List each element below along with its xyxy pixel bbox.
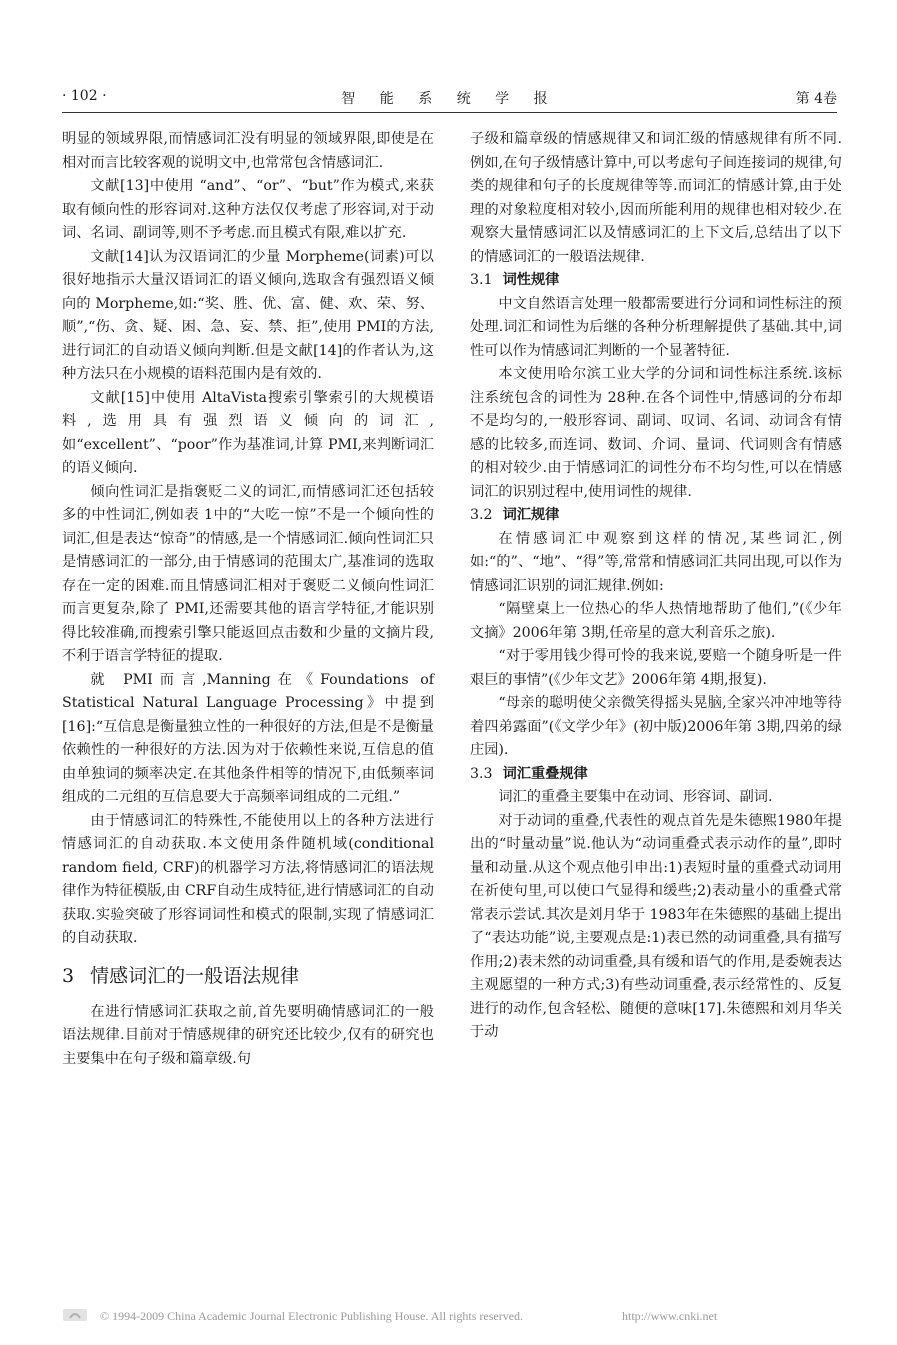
section-title: 情感词汇的一般语法规律 — [90, 964, 300, 987]
paragraph: 在进行情感词汇获取之前,首先要明确情感词汇的一般语法规律.目前对于情感规律的研究还比较少,仅有的研究也主要集中在句子级和篇章级.句 — [62, 1003, 434, 1067]
running-header — [62, 88, 837, 110]
cnki-logo-icon — [62, 1307, 88, 1323]
section-number: 3 — [62, 964, 75, 987]
paragraph: 中文自然语言处理一般都需要进行分词和词性标注的预处理.词汇和词性为后继的各种分析理解提供了基础.其中,词性可以作为情感词汇判断的一个显著特征. — [470, 295, 842, 359]
paragraph: 对于动词的重叠,代表性的观点首先是朱德熙1980年提出的“时量动量”说.他认为“动词重叠式表示动作的量”,即时量和动量.从这个观点他引申出:1)表短时量的重叠式动词用在祈使句里,可以使口气显得和缓些;2)表动量小的重叠式常常表示尝试.其次是刘月华于 1983年在朱德熙的基础上提出了“表达功能”说,主要观点是:1)表已然的动词重叠,具有描写作用;2)表未然的动词重叠,具有缓和语气的作用,是委婉表达主观愿望的一种方式;3)有些动词重叠,表示经常性的、反复进行的动作,包含轻松、随便的意味[17].朱德熙和刘月华关于动 — [470, 812, 842, 1040]
copyright-notice: © 1994-2009 China Academic Journal Electronic Publishing House. All rights reserved. — [100, 1309, 524, 1323]
paragraph: 文献[13]中使用 “and”、“or”、“but”作为模式,来获取有倾向性的形容词对.这种方法仅仅考虑了形容词,对于动词、名词、副词等,则不予考虑.而且模式有限,难以扩充. — [62, 178, 434, 241]
subsection-title: 词性规律 — [502, 272, 560, 288]
subsection-title: 词汇重叠规律 — [502, 765, 588, 782]
paragraph: 文献[14]认为汉语词汇的少量 Morpheme(词素)可以很好地指示大量汉语词汇的语义倾向,选取含有强烈语义倾向的 Morpheme,如:“奖、胜、优、富、健、欢、荣、努、顺”,“伤、贪、疑、困、急、妄、禁、拒”,使用 PMI的方法,进行词汇的自动语义倾向判断.但是文献[14]的作者认为,这种方法只在小规模的语料范围内是有效的. — [62, 248, 434, 382]
header-rule — [62, 112, 837, 113]
paragraph: 本文使用哈尔滨工业大学的分词和词性标注系统.该标注系统包含的词性为 28种.在各个词性中,情感词的分布却不是均匀的,一般形容词、副词、叹词、名词、动词含有情感的比较多,而连词、数词、介词、量词、代词则含有情感的相对较少.由于情感词汇的词性分布不均匀性,可以在情感词汇的识别过程中,使用词性的规律. — [470, 366, 842, 500]
journal-title: 智 能 系 统 学 报 — [341, 91, 558, 107]
paragraph: 在情感词汇中观察到这样的情况,某些词汇,例如:“的”、“地”、“得”等,常常和情感词汇共同出现,可以作为情感词汇识别的词汇规律.例如: — [470, 530, 842, 594]
subsection-title: 词汇规律 — [502, 507, 560, 523]
page-footer — [62, 1307, 837, 1327]
quotation: “母亲的聪明使父亲微笑得摇头晃脑,全家兴冲冲地等待着四弟露面”(《文学少年》(初中版)2006年第 3期,四弟的绿庄园). — [470, 695, 842, 758]
paragraph: 子级和篇章级的情感规律又和词汇级的情感规律有所不同.例如,在句子级情感计算中,可以考虑句子间连接词的规律,句类的规律和句子的长度规律等等.而词汇的情感计算,由于处理的对象粒度相对较小,因而所能利用的规律也相对较少.在观察大量情感词汇以及情感词汇的上下文后,总结出了以下的情感词汇的一般语法规律. — [470, 131, 842, 265]
quotation: “对于零用钱少得可怜的我来说,要赔一个随身听是一件艰巨的事情”(《少年文艺》2006年第 4期,报复). — [470, 648, 842, 688]
left-column — [62, 128, 434, 1071]
subsection-heading — [470, 763, 842, 787]
paragraph: 文献[15]中使用 AltaVista搜索引擎索引的大规模语料,选用具有强烈语义倾向的词汇,如“excellent”、“poor”作为基准词,计算 PMI,来判断词汇的语义倾向. — [62, 389, 434, 476]
subsection-number: 3.1 — [470, 272, 493, 288]
paragraph: 倾向性词汇是指褒贬二义的词汇,而情感词汇还包括较多的中性词汇,例如表 1中的“大吃一惊”不是一个倾向性的词汇,但是表达“惊奇”的情感,是一个情感词汇.倾向性词汇只是情感词汇的一部分,由于情感词的范围太广,基准词的选取存在一定的困难.而且情感词汇相对于褒贬二义倾向性词汇而言更复杂,除了 PMI,还需要其他的语言学特征,才能识别得比较准确,而搜索引擎只能返回点击数和少量的文摘片段,不利于语言学特征的提取. — [62, 483, 434, 664]
subsection-heading — [470, 504, 842, 528]
subsection-heading — [470, 269, 842, 293]
paragraph: 词汇的重叠主要集中在动词、形容词、副词. — [498, 789, 773, 805]
subsection-number: 3.3 — [470, 765, 493, 782]
volume-label: 第 4卷 — [795, 91, 837, 107]
paragraph: 由于情感词汇的特殊性,不能使用以上的各种方法进行情感词汇的自动获取.本文使用条件随机域(conditional random field, CRF)的机器学习方法,将情感词汇的语法规律作为特征模版,由 CRF自动生成特征,进行情感词汇的自动获取.实验突破了形容词词性和模式的限制,实现了情感词汇的自动获取. — [62, 812, 434, 946]
paragraph: 就 PMI而言,Manning在《Foundations of Statistical Natural Language Processing》中提到[16]:“互信息是衡量独立性的一种很好的方法,但是不是衡量依赖性的一种很好的方法.因为对于依赖性来说,互信息的值由单独词的频率决定.在其他条件相等的情况下,由低频率词组成的二元组的互信息要大于高频率词组成的二元组.” — [62, 671, 434, 805]
page-number: · 102 · — [62, 88, 107, 104]
footer-url[interactable]: http://www.cnki.net — [622, 1309, 718, 1323]
subsection-number: 3.2 — [470, 507, 493, 523]
section-heading — [62, 961, 434, 991]
right-column — [470, 128, 842, 1045]
quotation: “隔壁桌上一位热心的华人热情地帮助了他们,”(《少年文摘》2006年第 3期,任帝星的意大利音乐之旅). — [470, 601, 842, 641]
paragraph: 明显的领域界限,而情感词汇没有明显的领域界限,即使是在相对而言比较客观的说明文中,也常常包含情感词汇. — [62, 131, 434, 171]
